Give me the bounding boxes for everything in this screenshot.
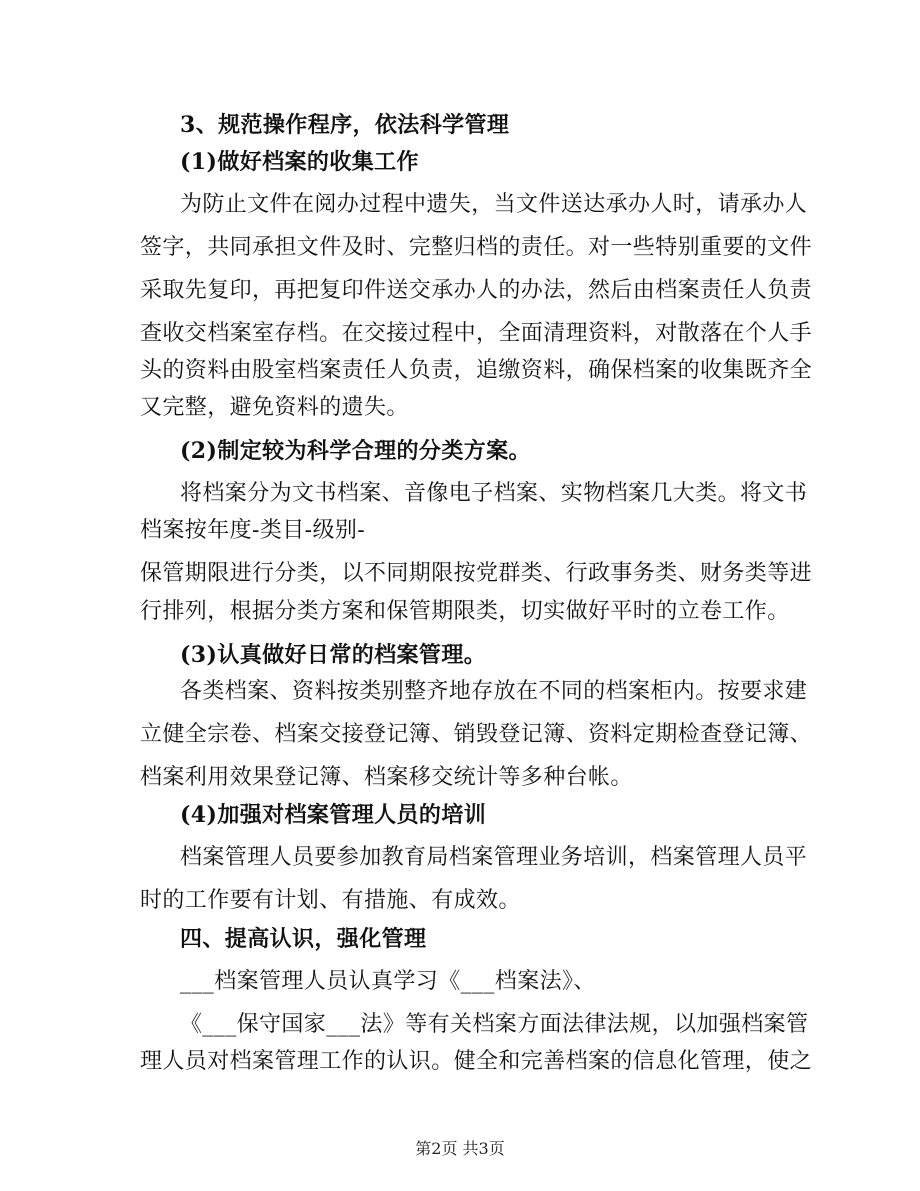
paragraph-line: 各类档案、资料按类别整齐地存放在不同的档案柜内。按要求建 [180, 679, 808, 704]
paragraph-line: 时的工作要有计划、有措施、有成效。 [140, 888, 521, 913]
paragraph-line: 查收交档案室存档。在交接过程中，全面清理资料，对散落在个人手 [140, 321, 813, 346]
section-heading-4: 四、提高认识，强化管理 [180, 926, 427, 952]
paragraph-line: 头的资料由股室档案责任人负责，追缴资料，确保档案的收集既齐全 [140, 358, 813, 383]
paragraph-line: 立健全宗卷、档案交接登记簿、销毁登记簿、资料定期检查登记簿、 [140, 722, 813, 747]
paragraph-line: 采取先复印，再把复印件送交承办人的办法，然后由档案责任人负责 [140, 278, 813, 303]
paragraph-line: 档案利用效果登记簿、档案移交统计等多种台帐。 [140, 765, 633, 790]
paragraph-line: 档案管理人员要参加教育局档案管理业务培训，档案管理人员平 [180, 845, 808, 870]
paragraph-line: 为防止文件在阅办过程中遗失，当文件送达承办人时，请承办人 [180, 192, 808, 217]
page-number-footer: 第2页 共3页 [415, 1139, 505, 1158]
paragraph-line: 理人员对档案管理工作的认识。健全和完善档案的信息化管理，使之 [140, 1049, 813, 1074]
paragraph-line: 将档案分为文书档案、音像电子档案、实物档案几大类。将文书 [180, 481, 808, 506]
subheading-2: (2)制定较为科学合理的分类方案。 [180, 438, 531, 464]
paragraph-line: 又完整，避免资料的遗失。 [140, 395, 409, 420]
subheading-4: (4)加强对档案管理人员的培训 [180, 802, 487, 828]
section-heading-3: 3、规范操作程序，依法科学管理 [180, 112, 510, 138]
paragraph-line: ___档案管理人员认真学习《___档案法》、 [180, 969, 596, 994]
paragraph-line: 保管期限进行分类，以不同期限按党群类、行政事务类、财务类等进 [140, 561, 813, 586]
subheading-3: (3)认真做好日常的档案管理。 [180, 642, 487, 668]
subheading-1: (1)做好档案的收集工作 [180, 149, 419, 175]
paragraph-line: 行排列，根据分类方案和保管期限类，切实做好平时的立卷工作。 [140, 599, 790, 624]
paragraph-line: 《___保守国家___法》等有关档案方面法律法规，以加强档案管 [180, 1012, 809, 1037]
paragraph-line: 档案按年度-类目-级别- [140, 518, 366, 543]
paragraph-line: 签字，共同承担文件及时、完整归档的责任。对一些特别重要的文件 [140, 235, 813, 260]
